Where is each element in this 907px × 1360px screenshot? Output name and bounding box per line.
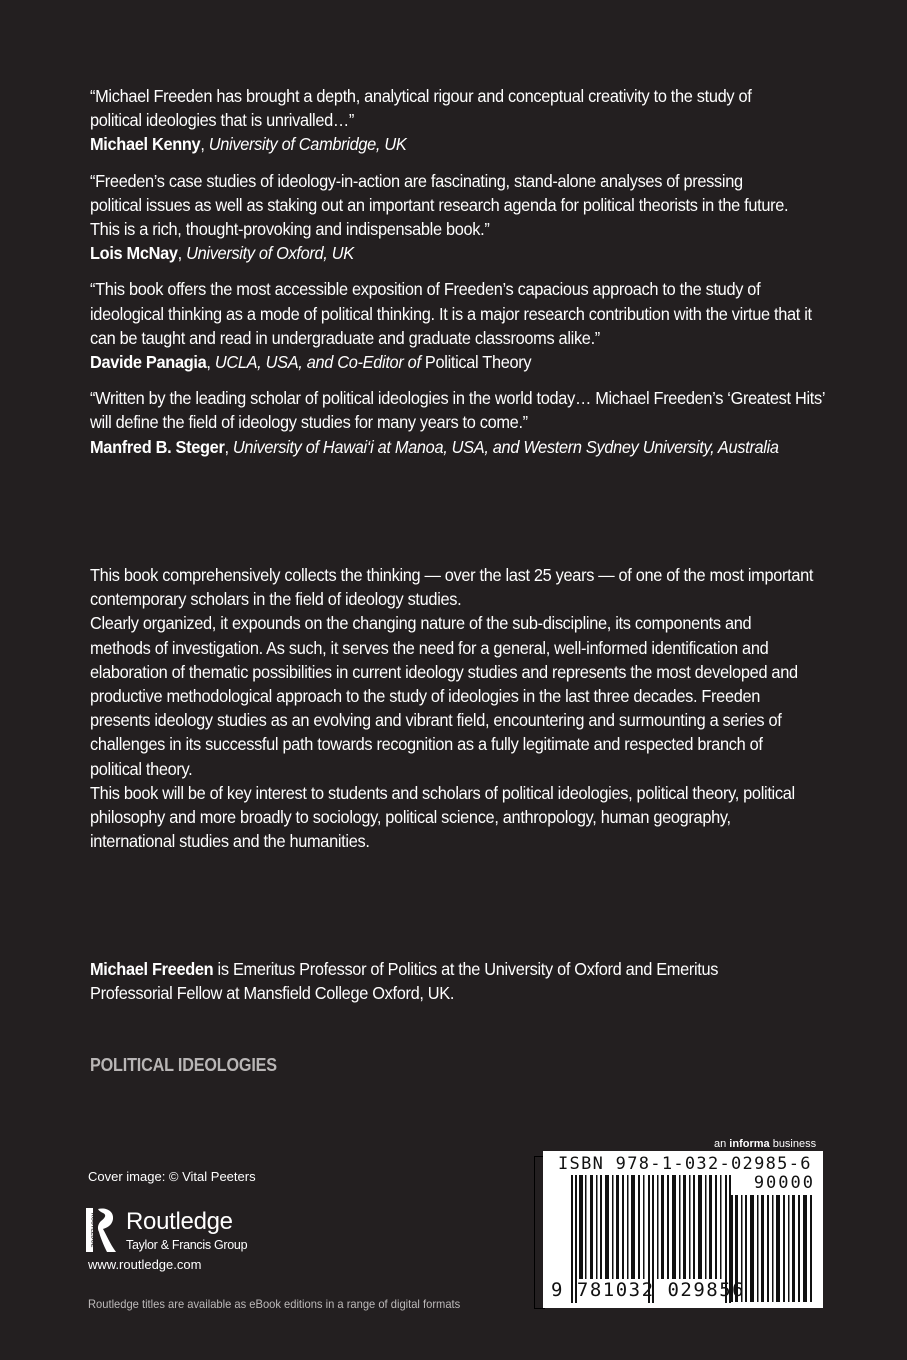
ean-digits: 9 781032 029856 xyxy=(551,1279,746,1301)
routledge-r-icon xyxy=(86,1206,118,1254)
cover-credit: Cover image: © Vital Peeters xyxy=(88,1169,256,1184)
author-bio-text: is Emeritus Professor of Politics at the University of Oxford and Emeritus Professorial Fellow at Mansfield College Oxford, UK. xyxy=(90,959,719,1004)
endorsement-quote: “Freeden’s case studies of ideology-in-action are fascinating, stand-alone analyses of pressing political issues as well as staking out an important research agenda for political theorists in the future. This is a rich, thought-provoking and indispensable book.” xyxy=(90,170,789,240)
informa-tagline: an informa business xyxy=(714,1138,817,1150)
endorsement: “Michael Freeden has brought a depth, analytical rigour and conceptual creativity to the study of political ideologies that is unrivalled…” Michael Kenny, University of Cambridge, UK xyxy=(90,84,834,157)
series-title: POLITICAL IDEOLOGIES xyxy=(90,1055,277,1075)
description-paragraph: Clearly organized, it expounds on the changing nature of the sub-discipline, its components and methods of investigation. As such, it serves the need for a general, well-informed identification and elaboration of thematic possibilities in current ideology studies and represents the most developed and productive methodological approach to the study of ideologies in the last three decades. Freeden presents ideology studies as an evolving and vibrant field, encountering and surmounting a series of challenges in its successful path towards recognition as a fully legitimate and respected branch of political theory. xyxy=(90,613,798,779)
endorsement-quote: “Written by the leading scholar of political ideologies in the world today… Michael Freeden’s ‘Greatest Hits’ will define the field of ideology studies for many years to come.” xyxy=(90,388,825,433)
endorsements xyxy=(90,84,830,471)
endorser-name: Lois McNay xyxy=(90,243,178,264)
isbn-label: ISBN 978-1-032-02985-6 xyxy=(558,1154,812,1174)
endorser-name: Davide Panagia xyxy=(90,352,207,373)
endorsement: “This book offers the most accessible exposition of Freeden’s capacious approach to the study of ideological thinking as a mode of political thinking. It is a major research contribution with the virtue that it can be taught and read in undergraduate and graduate classrooms alike.” Davide Panagia, UCLA, USA, and Co-Editor of Political Theory xyxy=(90,277,834,374)
publisher-logo xyxy=(86,1206,266,1254)
author-name: Michael Freeden xyxy=(90,959,214,979)
endorser-affiliation: University of Cambridge, UK xyxy=(208,134,407,155)
publisher-name: Routledge xyxy=(126,1208,233,1235)
description-paragraph: This book will be of key interest to students and scholars of political ideologies, political theory, political philosophy and more broadly to sociology, political science, anthropology, human geography, international studies and the humanities. xyxy=(90,782,795,852)
endorser-name: Manfred B. Steger xyxy=(90,436,225,457)
endorsement-quote: “Michael Freeden has brought a depth, analytical rigour and conceptual creativity to the study of political ideologies that is unrivalled…” xyxy=(90,86,752,131)
barcode-addon-digits: 90000 xyxy=(753,1173,815,1193)
svg-text:ROUTLEDGE: ROUTLEDGE xyxy=(89,1212,96,1248)
journal-title: Political Theory xyxy=(420,352,532,373)
publisher-group: Taylor & Francis Group xyxy=(126,1238,248,1252)
endorser-affiliation: University of Hawai‘i at Manoa, USA, and Western Sydney University, Australia xyxy=(232,436,779,457)
endorsement-quote: “This book offers the most accessible exposition of Freeden’s capacious approach to the study of ideological thinking as a mode of political thinking. It is a major research contribution with the virtue that it can be taught and read in undergraduate and graduate classrooms alike.” xyxy=(90,279,812,348)
endorsement: “Freeden’s case studies of ideology-in-action are fascinating, stand-alone analyses of pressing political issues as well as staking out an important research agenda for political theorists in the future. This is a rich, thought-provoking and indispensable book.” Lois McNay, University of Oxford, UK xyxy=(90,169,834,266)
isbn-barcode xyxy=(543,1151,823,1308)
book-description xyxy=(90,563,830,853)
publisher-url[interactable]: www.routledge.com xyxy=(88,1257,202,1272)
endorser-affiliation: University of Oxford, UK xyxy=(186,243,354,264)
author-bio xyxy=(90,957,830,1005)
ebook-note: Routledge titles are available as eBook editions in a range of digital formats xyxy=(88,1297,461,1311)
endorser-name: Michael Kenny xyxy=(90,134,201,155)
endorsement: “Written by the leading scholar of political ideologies in the world today… Michael Freeden’s ‘Greatest Hits’ will define the field of ideology studies for many years to come.” Manfred B. Steger, University of Hawai‘i at Manoa, USA, and Western Sydney University, Australia xyxy=(90,388,825,457)
endorser-affiliation: UCLA, USA, and Co-Editor of xyxy=(214,352,421,373)
description-paragraph: This book comprehensively collects the thinking — over the last 25 years — of one of the most important contemporary scholars in the field of ideology studies. xyxy=(90,565,814,610)
